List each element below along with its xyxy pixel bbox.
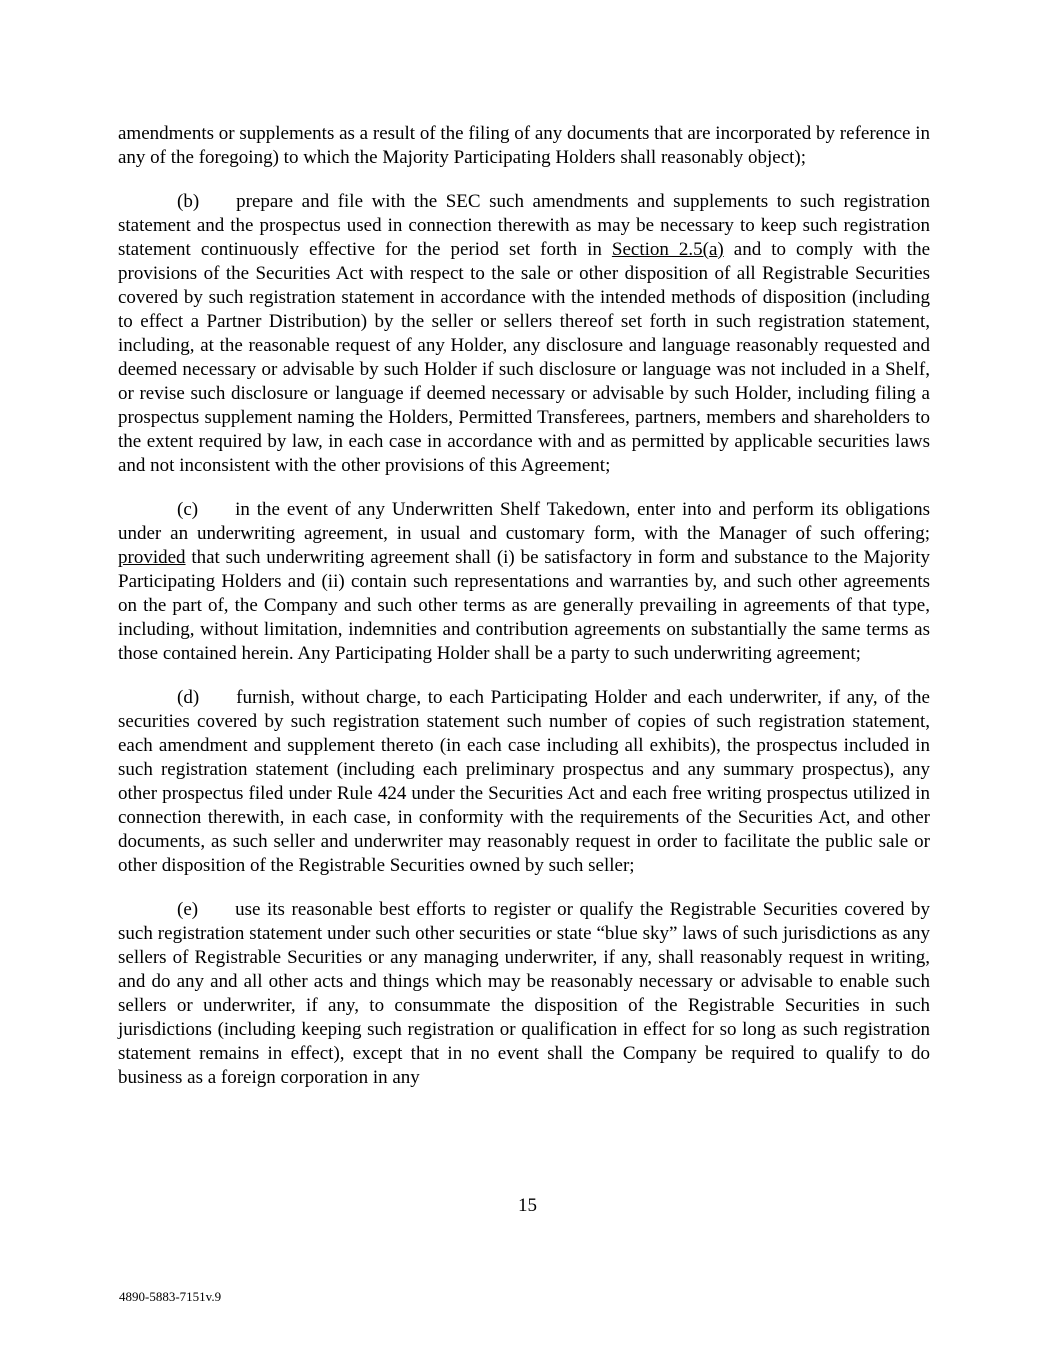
paragraph-text: prepare and file with the SEC such amendments and supplements to such registration statement and the prospectus used in connection therewith as may be necessary to keep such registration statement continuously effective for the period set forth in xyxy=(118,191,930,260)
paragraph-text: that such underwriting agreement shall (i) be satisfactory in form and substance to the Majority Participating Holders and (ii) contain such representations and warranties by, and such other agreements on the part of, the Company and such other terms as are generally prevailing in agreements of that type, including, without limitation, indemnities and contribution agreements on substantially the same terms as those contained herein. Any Participating Holder shall be a party to such underwriting agreement; xyxy=(118,547,930,664)
paragraph-text: use its reasonable best efforts to register or qualify the Registrable Securities covered by such registration statement under such other securities or state “blue sky” laws of such jurisdictions as any sellers of Registrable Securities or any managing underwriter, if any, shall reasonably request in writing, and do any and all other acts and things which may be reasonably necessary or advisable to enable such sellers or underwriter, if any, to consummate the disposition of the Registrable Securities in such jurisdictions (including keeping such registration or qualification in effect for so long as such registration statement remains in effect), except that in no event shall the Company be required to qualify to do business as a foreign corporation in any xyxy=(118,899,930,1088)
paragraph-label: (b) xyxy=(177,191,200,212)
paragraph-label: (e) xyxy=(177,899,199,920)
paragraph xyxy=(118,686,930,878)
paragraph-text: amendments or supplements as a result of the filing of any documents that are incorporated by reference in any of the foregoing) to which the Majority Participating Holders shall reasonably object); xyxy=(118,123,930,168)
underlined-reference: Section 2.5(a) xyxy=(611,239,724,260)
paragraph-text: in the event of any Underwritten Shelf Takedown, enter into and perform its obligations under an underwriting agreement, in usual and customary form, with the Manager of such offering; xyxy=(118,499,930,544)
underlined-reference: provided xyxy=(118,547,186,568)
document-body xyxy=(118,122,930,1110)
paragraph-label: (d) xyxy=(177,687,200,708)
paragraph-label: (c) xyxy=(177,499,199,520)
paragraph-text: and to comply with the provisions of the Securities Act with respect to the sale or other disposition of all Registrable Securities covered by such registration statement in accordance with the intended methods of disposition (including to effect a Partner Distribution) by the seller or sellers thereof set forth in such registration statement, including, at the reasonable request of any Holder, any disclosure and language reasonably requested and deemed necessary or advisable by such Holder if such disclosure or language was not included in a Shelf, or revise such disclosure or language if deemed necessary or advisable by such Holder, including filing a prospectus supplement naming the Holders, Permitted Transferees, partners, members and shareholders to the extent required by law, in each case in accordance with and as permitted by applicable securities laws and not inconsistent with the other provisions of this Agreement; xyxy=(118,239,931,476)
paragraph xyxy=(118,122,930,170)
document-id-footer: 4890-5883-7151v.9 xyxy=(119,1289,222,1304)
paragraph xyxy=(118,898,930,1090)
paragraph xyxy=(118,498,930,666)
paragraph xyxy=(118,190,930,478)
page-number: 15 xyxy=(518,1195,537,1216)
paragraph-text: furnish, without charge, to each Participating Holder and each underwriter, if any, of the securities covered by such registration statement such number of copies of such registration statement, each amendment and supplement thereto (in each case including all exhibits), the prospectus included in such registration statement (including each preliminary prospectus and any summary prospectus), any other prospectus filed under Rule 424 under the Securities Act and each free writing prospectus utilized in connection therewith, in each case, in conformity with the requirements of the Securities Act, and other documents, as such seller and underwriter may reasonably request in order to facilitate the public sale or other disposition of the Registrable Securities owned by such seller; xyxy=(118,687,930,876)
